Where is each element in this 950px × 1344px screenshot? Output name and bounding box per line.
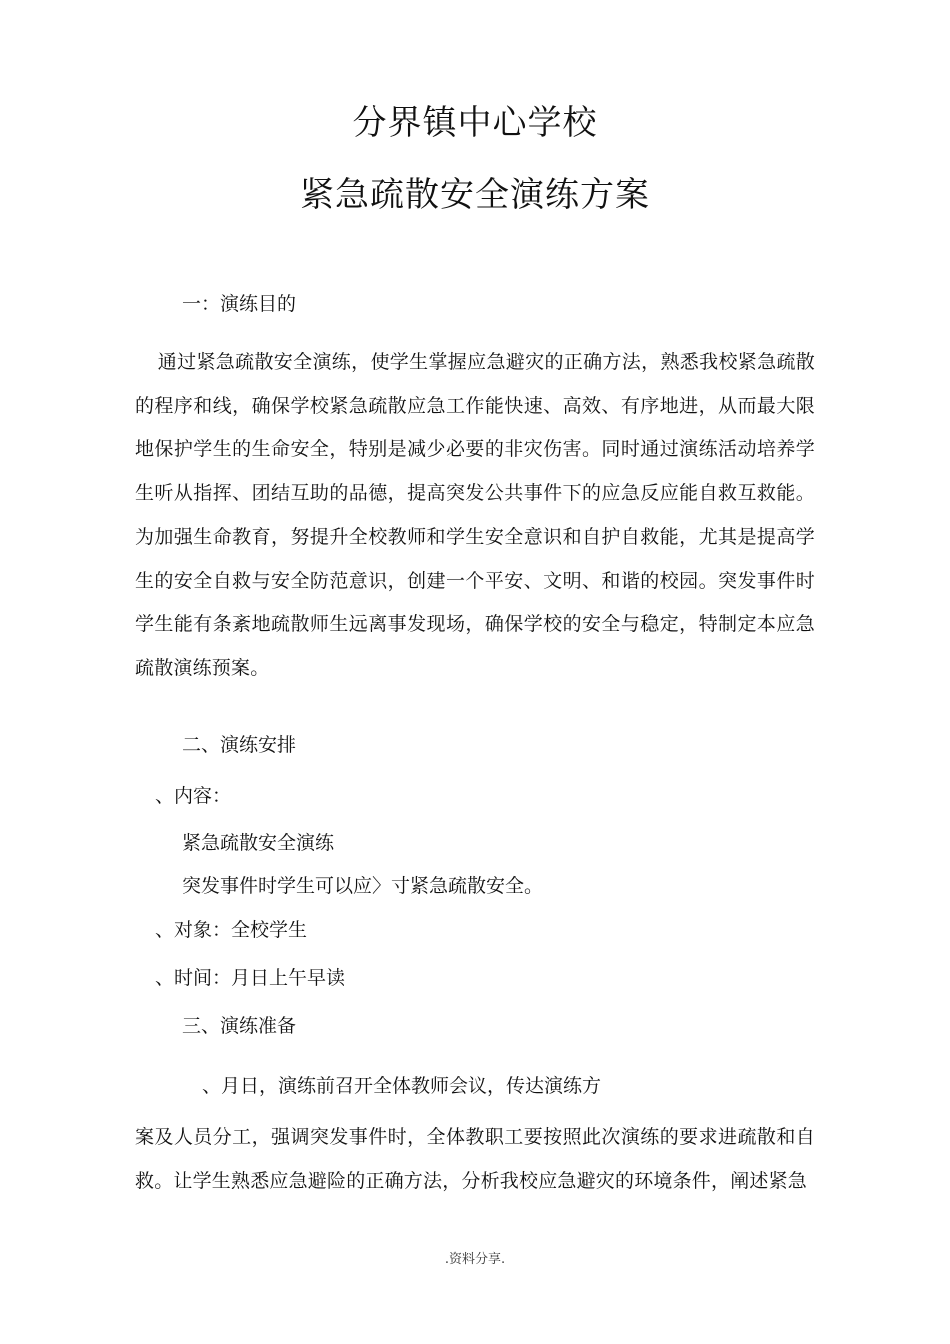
section-1-heading: 一：演练目的 bbox=[182, 293, 297, 315]
document-title-line-1: 分界镇中心学校 bbox=[352, 103, 598, 143]
content-item-1: 紧急疏散安全演练 bbox=[182, 832, 335, 854]
page-footer: .资料分享. bbox=[444, 1252, 506, 1267]
section-1-paragraph: 通过紧急疏散安全演练，使学生掌握应急避灾的正确方法，熟悉我校紧急疏散的程序和线，确保学校紧急疏散应急工作能快速、高效、有序地进，从而最大限地保护学生的生命安全，特别是减少必要的非灾伤害。同时通过演练活动培养学生听从指挥、团结互助的品德，提高突发公共事件下的应急反应能自救互救能。为加强生命教育，努提升全校教师和学生安全意识和自护自救能，尤其是提高学生的安全自救与安全防范意识，创建一个平安、文明、和谐的校园。突发事件时学生能有条紊地疏散师生远离事发现场，确保学校的安全与稳定，特制定本应急疏散演练预案。 bbox=[135, 351, 815, 679]
content-item-2: 突发事件时学生可以应〉寸紧急疏散安全。 bbox=[182, 875, 544, 897]
prep-line-1: 、月日，演练前召开全体教师会议，传达演练方 bbox=[202, 1075, 602, 1097]
section-2-heading: 二、演练安排 bbox=[182, 734, 297, 756]
content-label: 、内容： bbox=[155, 785, 232, 807]
document-title-line-2: 紧急疏散安全演练方案 bbox=[300, 175, 650, 215]
prep-paragraph: 案及人员分工，强调突发事件时，全体教职工要按照此次演练的要求进疏散和自救。让学生熟悉应急避险的正确方法，分析我校应急避灾的环境条件，阐述紧急 bbox=[135, 1126, 815, 1192]
section-3-heading: 三、演练准备 bbox=[182, 1015, 297, 1037]
time-line: 、时间：月日上午早读 bbox=[155, 967, 346, 989]
target-line: 、对象：全校学生 bbox=[155, 919, 308, 941]
